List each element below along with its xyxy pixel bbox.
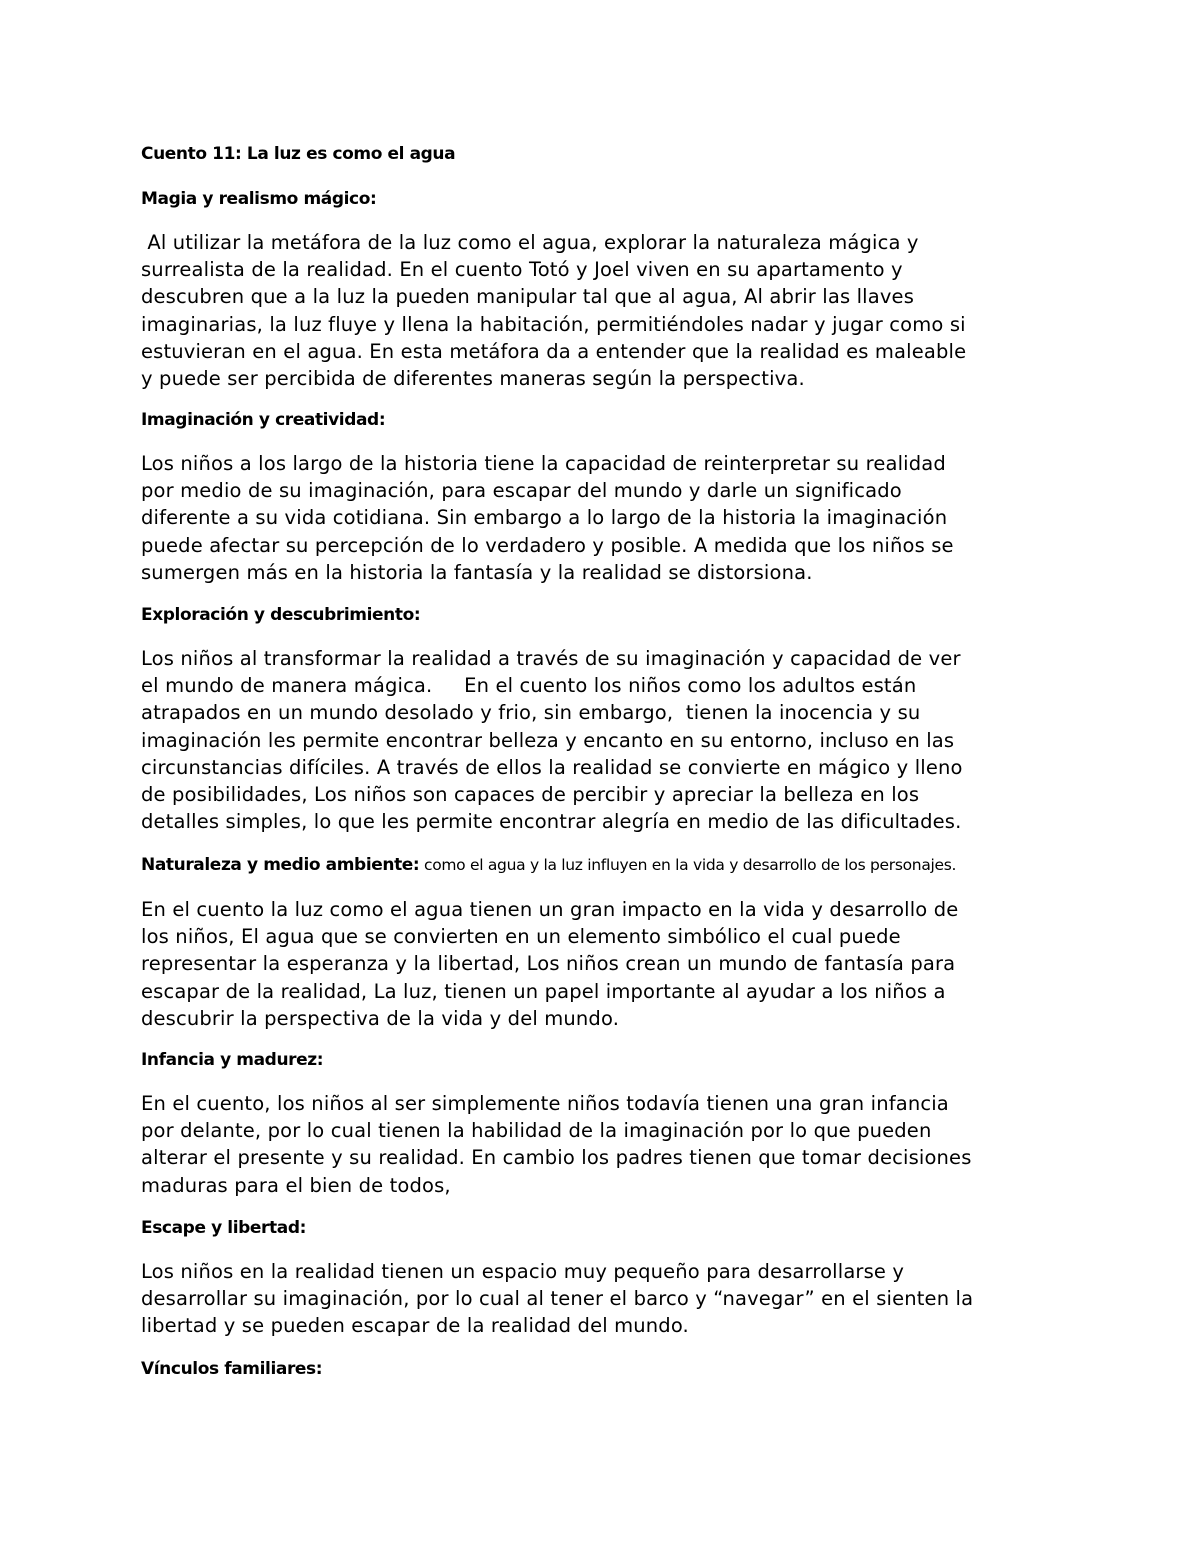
section-heading-exploracion: Exploración y descubrimiento: xyxy=(141,605,421,625)
paragraph-line: surrealista de la realidad. En el cuento Totó y Joel viven en su apartamento y xyxy=(141,258,903,282)
paragraph-line: Los niños en la realidad tienen un espacio muy pequeño para desarrollarse y xyxy=(141,1260,905,1283)
paragraph-line: puede afectar su percepción de lo verdadero y posible. A medida que los niños se xyxy=(141,533,954,557)
paragraph-line: Los niños a los largo de la historia tiene la capacidad de reinterpretar su realidad xyxy=(141,452,946,475)
paragraph-line: diferente a su vida cotidiana. Sin embargo a lo largo de la historia la imaginación xyxy=(141,506,948,530)
paragraph-line: desarrollar su imaginación, por lo cual al tener el barco y “navegar” en el sienten la xyxy=(141,1287,974,1311)
paragraph-line: escapar de la realidad, La luz, tienen un papel importante al ayudar a los niños a xyxy=(141,979,946,1003)
section-paragraph-escape xyxy=(141,1258,1061,1340)
paragraph-line: circunstancias difíciles. A través de ellos la realidad se convierte en mágico y lleno xyxy=(141,755,963,779)
paragraph-line: descubrir la perspectiva de la vida y del mundo. xyxy=(141,1006,620,1030)
section-heading-imaginacion: Imaginación y creatividad: xyxy=(141,410,386,430)
document-title: Cuento 11: La luz es como el agua xyxy=(141,144,456,164)
paragraph-line: Al utilizar la metáfora de la luz como el agua, explorar la naturaleza mágica y xyxy=(141,231,919,254)
paragraph-line: representar la esperanza y la libertad, Los niños crean un mundo de fantasía para xyxy=(141,952,956,976)
paragraph-line: sumergen más en la historia la fantasía y la realidad se distorsiona. xyxy=(141,560,813,584)
paragraph-line: descubren que a la luz la pueden manipular tal que al agua, Al abrir las llaves xyxy=(141,285,914,309)
section-heading-text: Naturaleza y medio ambiente: xyxy=(141,855,420,875)
paragraph-line: los niños, El agua que se convierten en un elemento simbólico el cual puede xyxy=(141,925,901,949)
paragraph-line: En el cuento la luz como el agua tienen un gran impacto en la vida y desarrollo de xyxy=(141,898,959,921)
paragraph-line: Los niños al transformar la realidad a través de su imaginación y capacidad de ver xyxy=(141,647,961,670)
paragraph-line: el mundo de manera mágica. En el cuento los niños como los adultos están xyxy=(141,674,917,698)
paragraph-line: y puede ser percibida de diferentes maneras según la perspectiva. xyxy=(141,367,805,391)
section-heading-naturaleza xyxy=(141,855,956,875)
paragraph-line: por delante, por lo cual tienen la habilidad de la imaginación por lo que pueden xyxy=(141,1119,932,1143)
paragraph-line: por medio de su imaginación, para escapar del mundo y darle un significado xyxy=(141,479,902,503)
section-heading-infancia: Infancia y madurez: xyxy=(141,1050,324,1070)
paragraph-line: estuvieran en el agua. En esta metáfora da a entender que la realidad es maleable xyxy=(141,339,967,363)
paragraph-line: En el cuento, los niños al ser simplemente niños todavía tienen una gran infancia xyxy=(141,1092,949,1115)
paragraph-line: atrapados en un mundo desolado y frio, sin embargo, tienen la inocencia y su xyxy=(141,701,921,725)
section-heading-magia: Magia y realismo mágico: xyxy=(141,189,377,209)
paragraph-line: imaginación les permite encontrar belleza y encanto en su entorno, incluso en las xyxy=(141,728,955,752)
paragraph-line: detalles simples, lo que les permite encontrar alegría en medio de las dificultades. xyxy=(141,810,962,834)
section-paragraph-infancia xyxy=(141,1090,1061,1199)
section-paragraph-naturaleza xyxy=(141,896,1061,1032)
section-paragraph-exploracion xyxy=(141,645,1061,835)
section-heading-escape: Escape y libertad: xyxy=(141,1218,306,1238)
paragraph-line: libertad y se pueden escapar de la realidad del mundo. xyxy=(141,1314,689,1338)
paragraph-line: alterar el presente y su realidad. En cambio los padres tienen que tomar decisiones xyxy=(141,1146,972,1170)
paragraph-line: de posibilidades, Los niños son capaces de percibir y apreciar la belleza en los xyxy=(141,783,920,807)
section-paragraph-magia xyxy=(141,229,1061,392)
paragraph-line: maduras para el bien de todos, xyxy=(141,1173,451,1197)
section-heading-note: como el agua y la luz influyen en la vida y desarrollo de los personajes. xyxy=(419,856,957,874)
paragraph-line: imaginarias, la luz fluye y llena la habitación, permitiéndoles nadar y jugar como si xyxy=(141,312,966,336)
section-heading-vinculos: Vínculos familiares: xyxy=(141,1359,323,1379)
section-paragraph-imaginacion xyxy=(141,450,1061,586)
